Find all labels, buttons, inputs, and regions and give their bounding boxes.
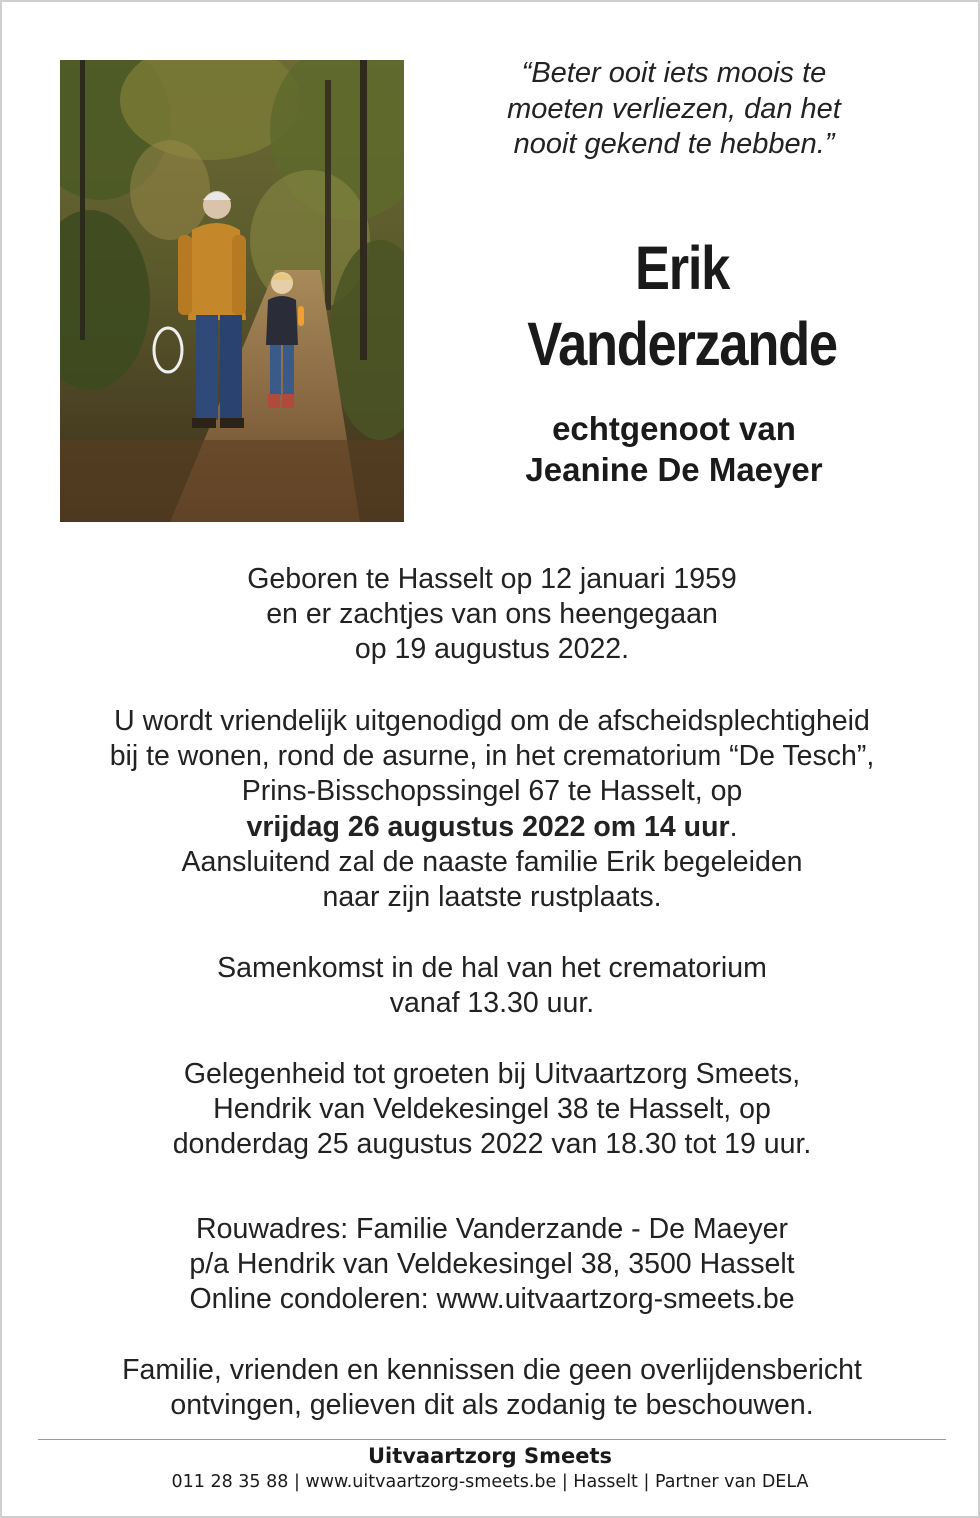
text-line: vanaf 13.30 uur. — [389, 987, 595, 1020]
notice-section — [42, 1353, 942, 1423]
last-name: Vanderzande — [527, 310, 837, 378]
text-line: Gelegenheid tot groeten bij Uitvaartzorg Smeets, — [183, 1058, 801, 1090]
text-line: Online condoleren: www.uitvaartzorg-smeets.be — [189, 1283, 795, 1316]
text-line: p/a Hendrik van Veldekesingel 38, 3500 Hasselt — [189, 1248, 795, 1281]
memorial-photo — [60, 60, 404, 522]
text-line: bij te wonen, rond de asurne, in het crematorium “De Tesch”, — [109, 740, 875, 773]
text-line: Rouwadres: Familie Vanderzande - De Maeyer — [196, 1213, 788, 1245]
deceased-name — [501, 230, 862, 382]
funeral-company-contact: 011 28 35 88 | www.uitvaartzorg-smeets.be | Hasselt | Partner van DELA — [171, 1472, 809, 1492]
spouse-name: Jeanine De Maeyer — [525, 451, 823, 488]
text-line: en er zachtjes van ons heengegaan — [266, 598, 718, 631]
ceremony-date: vrijdag 26 augustus 2022 om 14 uur — [246, 810, 730, 843]
memorial-quote — [464, 56, 884, 163]
text-line: U wordt vriendelijk uitgenodigd om de afscheidsplechtigheid — [114, 705, 870, 737]
text-line: Geboren te Hasselt op 12 januari 1959 — [247, 563, 737, 595]
text-line: Prins-Bisschopssingel 67 te Hasselt, op — [241, 775, 743, 808]
forest-path-photo — [60, 60, 404, 522]
text-line: Familie, vrienden en kennissen die geen overlijdensbericht — [122, 1354, 862, 1386]
text-line: Aansluitend zal de naaste familie Erik begeleiden — [181, 845, 803, 878]
text-line: Samenkomst in de hal van het crematorium — [217, 952, 767, 984]
text-line: op 19 augustus 2022. — [354, 633, 630, 666]
text-line: naar zijn laatste rustplaats. — [322, 881, 662, 914]
spouse-info — [464, 408, 884, 490]
spouse-relation: echtgenoot van — [552, 410, 796, 447]
mourning-address-section — [42, 1212, 942, 1318]
ceremony-section — [42, 704, 942, 915]
birth-death-section — [42, 562, 942, 668]
first-name: Erik — [634, 234, 730, 302]
ceremony-date-suffix: . — [729, 810, 738, 843]
quote-line: “Beter ooit iets moois te — [521, 57, 827, 89]
quote-line: nooit gekend te hebben.” — [513, 128, 835, 160]
text-line: ontvingen, gelieven dit als zodanig te beschouwen. — [170, 1389, 814, 1422]
ceremony-date-line — [42, 810, 942, 845]
text-line: Hendrik van Veldekesingel 38 te Hasselt, op — [213, 1093, 771, 1126]
text-line: donderdag 25 augustus 2022 van 18.30 tot 19 uur. — [172, 1128, 812, 1161]
funeral-company-name: Uitvaartzorg Smeets — [367, 1444, 613, 1468]
gathering-section — [42, 951, 942, 1021]
visitation-section — [42, 1057, 942, 1163]
quote-line: moeten verliezen, dan het — [507, 92, 841, 125]
footer-divider — [38, 1439, 946, 1440]
